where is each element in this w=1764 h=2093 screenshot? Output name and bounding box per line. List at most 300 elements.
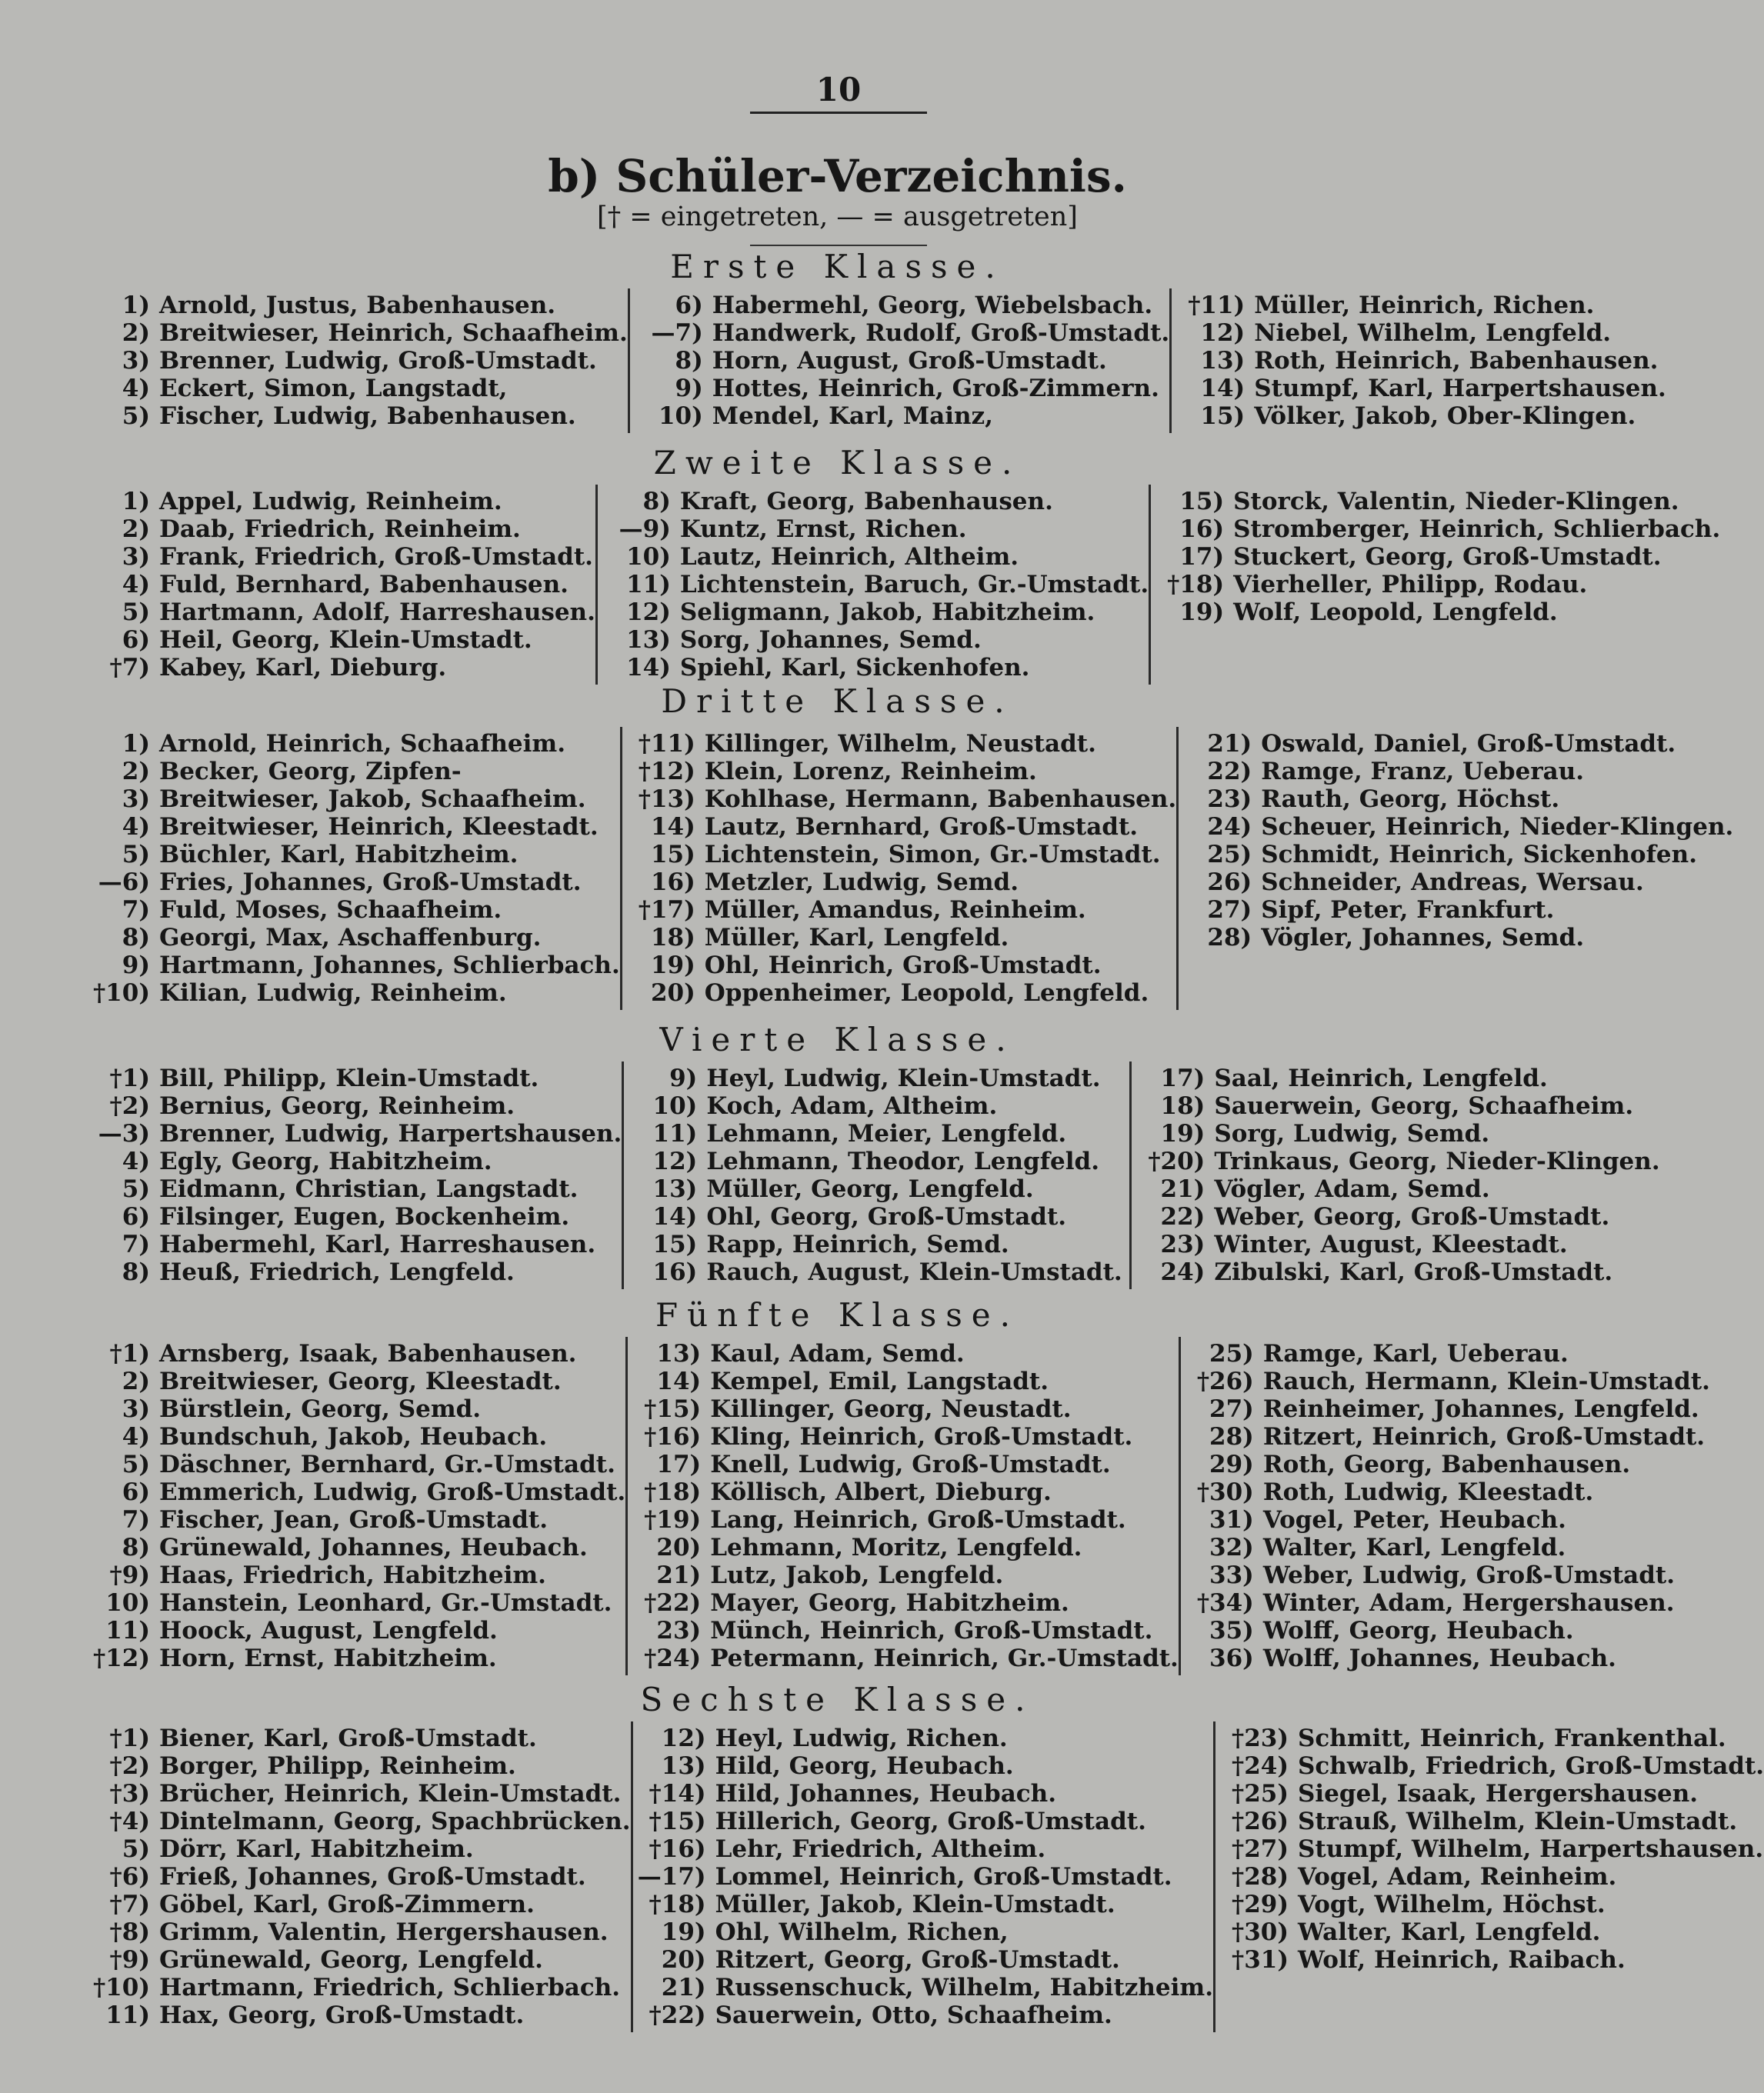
student-number: 5) (122, 1835, 150, 1863)
student-name: Handwerk, Rudolf, Groß-Umstadt. (712, 319, 1170, 347)
list-item (1179, 758, 1733, 785)
list-item (77, 375, 628, 402)
student-number: 21) (656, 1561, 702, 1589)
student-number: 35) (1209, 1617, 1254, 1645)
student-name: Brücher, Heinrich, Klein-Umstadt. (159, 1780, 622, 1808)
student-number: 2) (122, 515, 150, 543)
student-name: Scheuer, Heinrich, Nieder-Klingen. (1261, 813, 1734, 841)
student-number: 13) (661, 1752, 706, 1780)
list-item (77, 758, 620, 785)
student-number: 16) (652, 1258, 698, 1286)
student-name: Kilian, Ludwig, Reinheim. (159, 979, 507, 1007)
student-name: Dintelmann, Georg, Spachbrücken. (159, 1808, 631, 1835)
list-item (633, 1808, 1213, 1835)
student-name: Killinger, Georg, Neustadt. (710, 1395, 1072, 1423)
list-item (77, 1395, 625, 1423)
student-name: Vogel, Adam, Reinheim. (1298, 1863, 1617, 1891)
student-number: 13) (1200, 347, 1245, 375)
student-name: Lutz, Jakob, Lengfeld. (710, 1561, 1004, 1589)
list-column (624, 1061, 1132, 1289)
list-item (77, 543, 595, 571)
student-name: Lehmann, Theodor, Lengfeld. (706, 1148, 1100, 1175)
list-item (628, 1340, 1179, 1368)
student-number: †10) (92, 979, 150, 1007)
student-number: —3) (98, 1120, 150, 1148)
student-name: Schwalb, Friedrich, Groß-Umstadt. (1298, 1752, 1764, 1780)
student-number: †23) (1231, 1725, 1289, 1752)
list-item (1179, 896, 1733, 924)
student-name: Breitwieser, Heinrich, Schaafheim. (159, 319, 628, 347)
list-item (1181, 1645, 1710, 1672)
list-item (1132, 1120, 1659, 1148)
student-name: Stuckert, Georg, Groß-Umstadt. (1233, 543, 1662, 571)
student-name: Breitwieser, Jakob, Schaafheim. (159, 785, 586, 813)
list-item (77, 924, 620, 952)
list-item (77, 1863, 631, 1891)
student-number: †11) (638, 730, 695, 758)
list-item (622, 924, 1176, 952)
student-number: †34) (1196, 1589, 1254, 1617)
student-name: Sorg, Johannes, Semd. (679, 626, 982, 654)
list-item (622, 979, 1176, 1007)
list-item (77, 488, 595, 515)
list-item (77, 1092, 622, 1120)
list-item (77, 1725, 631, 1752)
student-number: 27) (1207, 896, 1252, 924)
list-column (1151, 485, 1720, 685)
list-item (77, 730, 620, 758)
student-name: Filsinger, Eugen, Bockenheim. (159, 1203, 570, 1231)
student-name: Horn, Ernst, Habitzheim. (159, 1645, 497, 1672)
student-number: †11) (1188, 292, 1245, 319)
student-number: 9) (675, 375, 703, 402)
class-heading: Fünfte Klasse. (655, 1296, 1020, 1334)
list-item (624, 1065, 1129, 1092)
list-item (630, 292, 1169, 319)
student-number: †22) (644, 1589, 702, 1617)
list-item (77, 1340, 625, 1368)
list-item (1181, 1451, 1710, 1478)
list-item (598, 598, 1149, 626)
student-number: 4) (122, 1148, 150, 1175)
student-number: †17) (638, 896, 695, 924)
list-column (633, 1721, 1215, 2032)
list-item (628, 1506, 1179, 1534)
list-item (77, 2001, 631, 2029)
student-number: †26) (1196, 1368, 1254, 1395)
student-name: Schneider, Andreas, Wersau. (1261, 868, 1644, 896)
student-name: Vögler, Johannes, Semd. (1261, 924, 1585, 952)
student-name: Bernius, Georg, Reinheim. (159, 1092, 515, 1120)
student-name: Bill, Philipp, Klein-Umstadt. (159, 1065, 539, 1092)
list-item (622, 758, 1176, 785)
list-column (77, 485, 598, 685)
student-name: Breitwieser, Georg, Kleestadt. (159, 1368, 562, 1395)
student-name: Becker, Georg, Zipfen- (159, 758, 462, 785)
student-name: Daab, Friedrich, Reinheim. (159, 515, 521, 543)
list-column (622, 727, 1179, 1010)
student-name: Fischer, Ludwig, Babenhausen. (159, 402, 576, 430)
student-name: Oppenheimer, Leopold, Lengfeld. (704, 979, 1149, 1007)
list-column (1215, 1721, 1764, 2032)
student-number: †9) (109, 1946, 150, 1974)
student-name: Habermehl, Georg, Wiebelsbach. (712, 292, 1153, 319)
student-name: Eckert, Simon, Langstadt, (159, 375, 508, 402)
student-name: Köllisch, Albert, Dieburg. (710, 1478, 1052, 1506)
list-item (77, 785, 620, 813)
list-item (628, 1395, 1179, 1423)
list-column (77, 1337, 628, 1675)
student-number: 4) (122, 1423, 150, 1451)
list-item (624, 1120, 1129, 1148)
student-name: Grünewald, Georg, Lengfeld. (159, 1946, 543, 1974)
student-name: Fries, Johannes, Groß-Umstadt. (159, 868, 582, 896)
student-number: 11) (105, 1617, 150, 1645)
list-item (633, 1891, 1213, 1918)
class-heading: Dritte Klasse. (661, 682, 1014, 720)
list-item (1215, 1891, 1764, 1918)
list-item (77, 813, 620, 841)
student-name: Lautz, Bernhard, Groß-Umstadt. (704, 813, 1139, 841)
list-item (77, 1423, 625, 1451)
student-name: Ritzert, Heinrich, Groß-Umstadt. (1262, 1423, 1706, 1451)
student-number: 19) (661, 1918, 706, 1946)
student-number: 11) (105, 2001, 150, 2029)
list-item (1179, 924, 1733, 952)
student-name: Rauch, Hermann, Klein-Umstadt. (1262, 1368, 1710, 1395)
student-number: 24) (1160, 1258, 1205, 1286)
student-name: Reinheimer, Johannes, Lengfeld. (1262, 1395, 1699, 1423)
student-number: 19) (1179, 598, 1225, 626)
student-name: Breitwieser, Heinrich, Kleestadt. (159, 813, 599, 841)
student-number: 14) (1200, 375, 1245, 402)
student-name: Sorg, Ludwig, Semd. (1214, 1120, 1490, 1148)
list-item (77, 1451, 625, 1478)
list-column (1132, 1061, 1659, 1289)
student-number: 20) (656, 1534, 702, 1561)
student-name: Hartmann, Johannes, Schlierbach. (159, 952, 620, 979)
student-number: 5) (122, 1175, 150, 1203)
student-number: 12) (652, 1148, 698, 1175)
list-item (77, 1258, 622, 1286)
student-number: †12) (92, 1645, 150, 1672)
student-name: Lehmann, Meier, Lengfeld. (706, 1120, 1067, 1148)
list-item (622, 730, 1176, 758)
class-heading: Vierte Klasse. (659, 1021, 1015, 1058)
list-item (77, 402, 628, 430)
list-item (628, 1589, 1179, 1617)
student-number: 8) (122, 924, 150, 952)
list-item (1151, 598, 1720, 626)
student-name: Müller, Jakob, Klein-Umstadt. (715, 1891, 1115, 1918)
student-number: 10) (105, 1589, 150, 1617)
list-item (633, 2001, 1213, 2029)
list-column (1172, 288, 1679, 433)
student-number: †29) (1231, 1891, 1289, 1918)
student-name: Frieß, Johannes, Groß-Umstadt. (159, 1863, 586, 1891)
student-number: †22) (649, 2001, 706, 2029)
list-item (630, 347, 1169, 375)
student-number: 4) (122, 813, 150, 841)
list-item (1181, 1589, 1710, 1617)
list-item (1151, 515, 1720, 543)
student-name: Kempel, Emil, Langstadt. (710, 1368, 1049, 1395)
list-item (598, 515, 1149, 543)
list-item (1181, 1340, 1710, 1368)
student-number: †7) (109, 654, 150, 682)
list-item (77, 319, 628, 347)
student-name: Lehmann, Moritz, Lengfeld. (710, 1534, 1082, 1561)
list-item (633, 1918, 1213, 1946)
student-name: Fuld, Moses, Schaafheim. (159, 896, 502, 924)
student-number: 33) (1209, 1561, 1254, 1589)
list-column (1181, 1337, 1710, 1675)
student-number: 15) (650, 841, 695, 868)
student-number: †4) (109, 1808, 150, 1835)
student-number: 13) (626, 626, 671, 654)
student-name: Fuld, Bernhard, Babenhausen. (159, 571, 569, 598)
list-item (628, 1478, 1179, 1506)
student-number: 5) (122, 841, 150, 868)
student-number: †6) (109, 1863, 150, 1891)
list-item (1215, 1946, 1764, 1974)
list-item (1181, 1561, 1710, 1589)
student-number: 21) (1160, 1175, 1205, 1203)
student-name: Lommel, Heinrich, Groß-Umstadt. (715, 1863, 1172, 1891)
list-item (1215, 1835, 1764, 1863)
list-item (628, 1423, 1179, 1451)
student-number: †20) (1148, 1148, 1205, 1175)
list-item (633, 1725, 1213, 1752)
list-item (633, 1835, 1213, 1863)
student-name: Heyl, Ludwig, Klein-Umstadt. (706, 1065, 1101, 1092)
list-item (630, 375, 1169, 402)
student-name: Sauerwein, Otto, Schaafheim. (715, 2001, 1112, 2029)
student-number: 24) (1207, 813, 1252, 841)
list-item (1181, 1478, 1710, 1506)
student-number: 28) (1207, 924, 1252, 952)
student-name: Dörr, Karl, Habitzheim. (159, 1835, 474, 1863)
student-number: 25) (1209, 1340, 1254, 1368)
divider (750, 245, 927, 246)
student-name: Seligmann, Jakob, Habitzheim. (679, 598, 1095, 626)
class-heading: Sechste Klasse. (640, 1681, 1035, 1718)
class-heading: Erste Klasse. (670, 248, 1005, 285)
student-name: Ohl, Wilhelm, Richen, (715, 1918, 1009, 1946)
student-name: Siegel, Isaak, Hergershausen. (1298, 1780, 1699, 1808)
student-name: Däschner, Bernhard, Gr.-Umstadt. (159, 1451, 615, 1478)
student-name: Vögler, Adam, Semd. (1214, 1175, 1490, 1203)
student-number: 4) (122, 375, 150, 402)
list-item (630, 319, 1169, 347)
student-name: Georgi, Max, Aschaffenburg. (159, 924, 542, 952)
student-number: 15) (1200, 402, 1245, 430)
student-name: Sipf, Peter, Frankfurt. (1261, 896, 1555, 924)
student-name: Brenner, Ludwig, Harpertshausen. (159, 1120, 622, 1148)
student-name: Eidmann, Christian, Langstadt. (159, 1175, 579, 1203)
student-name: Saal, Heinrich, Lengfeld. (1214, 1065, 1548, 1092)
student-number: 12) (626, 598, 671, 626)
list-item (622, 813, 1176, 841)
student-name: Wolff, Georg, Heubach. (1262, 1617, 1574, 1645)
student-number: †25) (1231, 1780, 1289, 1808)
student-name: Müller, Karl, Lengfeld. (704, 924, 1009, 952)
student-name: Ramge, Karl, Ueberau. (1262, 1340, 1569, 1368)
list-item (77, 1645, 625, 1672)
student-number: 3) (122, 785, 150, 813)
student-number: †2) (109, 1752, 150, 1780)
list-column (77, 727, 622, 1010)
list-item (77, 1561, 625, 1589)
student-name: Walter, Karl, Lengfeld. (1298, 1918, 1601, 1946)
list-item (622, 841, 1176, 868)
student-name: Weber, Ludwig, Groß-Umstadt. (1262, 1561, 1676, 1589)
list-item (77, 1780, 631, 1808)
student-name: Hillerich, Georg, Groß-Umstadt. (715, 1808, 1146, 1835)
list-item (77, 1175, 622, 1203)
list-item (77, 1506, 625, 1534)
student-number: 10) (652, 1092, 698, 1120)
list-item (1181, 1423, 1710, 1451)
class-list (77, 288, 1666, 433)
student-name: Grimm, Valentin, Hergershausen. (159, 1918, 609, 1946)
list-item (77, 515, 595, 543)
student-number: 21) (1207, 730, 1252, 758)
student-number: 18) (650, 924, 695, 952)
student-name: Stumpf, Wilhelm, Harpertshausen. (1298, 1835, 1764, 1863)
student-number: 12) (661, 1725, 706, 1752)
student-name: Zibulski, Karl, Groß-Umstadt. (1214, 1258, 1613, 1286)
list-item (77, 952, 620, 979)
student-number: 22) (1160, 1203, 1205, 1231)
legend: [† = eingetreten, — = ausgetreten] (597, 202, 1078, 232)
student-number: †19) (644, 1506, 702, 1534)
student-name: Hottes, Heinrich, Groß-Zimmern. (712, 375, 1159, 402)
list-item (77, 841, 620, 868)
student-number: —7) (651, 319, 703, 347)
student-number: 25) (1207, 841, 1252, 868)
student-name: Horn, August, Groß-Umstadt. (712, 347, 1107, 375)
student-number: †18) (649, 1891, 706, 1918)
student-name: Brenner, Ludwig, Groß-Umstadt. (159, 347, 597, 375)
student-number: †30) (1196, 1478, 1254, 1506)
student-number: 28) (1209, 1423, 1254, 1451)
student-number: 1) (122, 292, 150, 319)
list-item (77, 1231, 622, 1258)
student-number: †15) (649, 1808, 706, 1835)
student-number: 8) (675, 347, 703, 375)
list-item (624, 1092, 1129, 1120)
student-name: Lehr, Friedrich, Altheim. (715, 1835, 1046, 1863)
list-item (1181, 1368, 1710, 1395)
student-number: †28) (1231, 1863, 1289, 1891)
list-item (628, 1645, 1179, 1672)
student-number: 10) (626, 543, 671, 571)
student-name: Wolff, Johannes, Heubach. (1262, 1645, 1616, 1672)
student-number: †30) (1231, 1918, 1289, 1946)
student-name: Lichtenstein, Simon, Gr.-Umstadt. (704, 841, 1161, 868)
list-item (1132, 1175, 1659, 1203)
student-name: Heuß, Friedrich, Lengfeld. (159, 1258, 515, 1286)
student-name: Rauch, August, Klein-Umstadt. (706, 1258, 1122, 1286)
list-item (1215, 1918, 1764, 1946)
student-name: Haas, Friedrich, Habitzheim. (159, 1561, 546, 1589)
student-name: Frank, Friedrich, Groß-Umstadt. (159, 543, 593, 571)
list-item (1179, 813, 1733, 841)
student-name: Hild, Johannes, Heubach. (715, 1780, 1056, 1808)
student-number: 3) (122, 543, 150, 571)
list-item (633, 1863, 1213, 1891)
student-name: Büchler, Karl, Habitzheim. (159, 841, 519, 868)
student-number: 6) (122, 1478, 150, 1506)
class-heading: Zweite Klasse. (653, 444, 1022, 482)
student-number: 11) (652, 1120, 698, 1148)
list-item (77, 598, 595, 626)
student-name: Müller, Heinrich, Richen. (1254, 292, 1595, 319)
list-item (1132, 1065, 1659, 1092)
class-list (77, 485, 1721, 685)
student-name: Metzler, Ludwig, Semd. (704, 868, 1019, 896)
list-item (598, 654, 1149, 682)
student-number: †7) (109, 1891, 150, 1918)
student-number: †24) (644, 1645, 702, 1672)
student-number: 14) (626, 654, 671, 682)
list-item (624, 1258, 1129, 1286)
student-number: —9) (619, 515, 671, 543)
student-name: Mayer, Georg, Habitzheim. (710, 1589, 1069, 1617)
student-number: †10) (92, 1974, 150, 2001)
student-number: 7) (122, 896, 150, 924)
list-item (1132, 1231, 1659, 1258)
list-item (1132, 1258, 1659, 1286)
student-number: 14) (656, 1368, 702, 1395)
list-item (77, 1478, 625, 1506)
page-title: b) Schüler-Verzeichnis. (548, 150, 1127, 202)
student-name: Rauth, Georg, Höchst. (1261, 785, 1560, 813)
list-item (1181, 1617, 1710, 1645)
list-item (77, 979, 620, 1007)
student-number: 5) (122, 1451, 150, 1478)
student-name: Göbel, Karl, Groß-Zimmern. (159, 1891, 535, 1918)
list-item (628, 1617, 1179, 1645)
class-list (77, 1061, 1660, 1289)
list-item (628, 1368, 1179, 1395)
list-item (77, 1368, 625, 1395)
list-item (77, 1835, 631, 1863)
student-name: Schmitt, Heinrich, Frankenthal. (1298, 1725, 1726, 1752)
student-number: 8) (122, 1534, 150, 1561)
list-column (628, 1337, 1181, 1675)
student-number: 32) (1209, 1534, 1254, 1561)
student-number: 18) (1160, 1092, 1205, 1120)
list-item (1215, 1752, 1764, 1780)
list-item (1215, 1780, 1764, 1808)
student-name: Lautz, Heinrich, Altheim. (679, 543, 1019, 571)
student-number: 8) (122, 1258, 150, 1286)
student-number: †8) (109, 1918, 150, 1946)
class-list (77, 727, 1734, 1010)
student-number: 29) (1209, 1451, 1254, 1478)
student-number: 17) (656, 1451, 702, 1478)
student-number: 21) (661, 1974, 706, 2001)
list-item (1215, 1808, 1764, 1835)
student-number: 5) (122, 598, 150, 626)
student-name: Wolf, Leopold, Lengfeld. (1233, 598, 1558, 626)
student-name: Biener, Karl, Groß-Umstadt. (159, 1725, 537, 1752)
student-name: Roth, Ludwig, Kleestadt. (1262, 1478, 1594, 1506)
student-name: Arnsberg, Isaak, Babenhausen. (159, 1340, 577, 1368)
student-name: Walter, Karl, Lengfeld. (1262, 1534, 1566, 1561)
